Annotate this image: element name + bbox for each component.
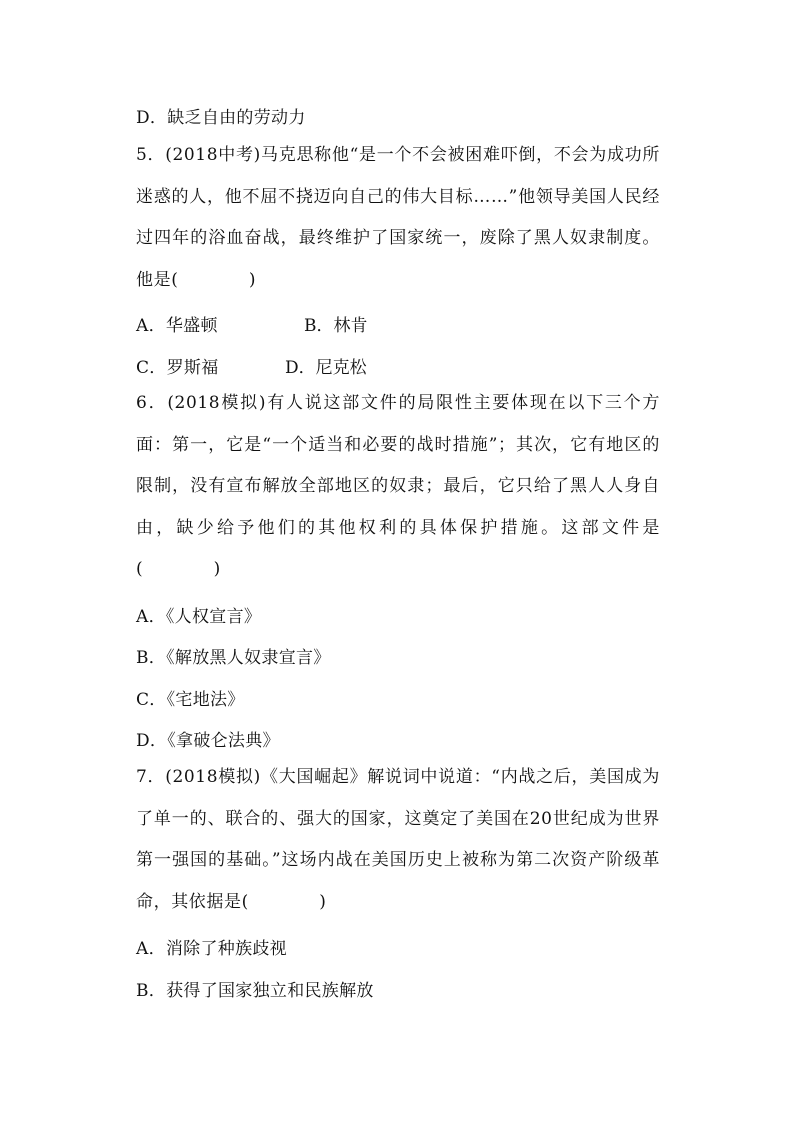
q5-option-c: C．罗斯福 (136, 358, 219, 378)
q7-option-a: A．消除了种族歧视 (136, 939, 287, 959)
q5-option-d: D．尼克松 (285, 358, 367, 378)
q6-option-b: B．《解放黑人奴隶宣言》 (136, 648, 331, 668)
q6-stem: 6．(2018模拟)有人说这部文件的局限性主要体现在以下三个方面：第一，它是“一个适当和必要的战时措施”；其次，它有地区的限制，没有宣布解放全部地区的奴隶；最后，它只给了黑人人身自由，缺少给予他们的其他权利的具体保护措施。这部文件是( ) (136, 393, 660, 579)
q4-option-d: D．缺乏自由的劳动力 (136, 108, 306, 128)
q5-stem: 5．(2018中考)马克思称他“是一个不会被困难吓倒，不会为成功所迷惑的人，他不屈不挠迈向自己的伟大目标……”他领导美国人民经过四年的浴血奋战，最终维护了国家统一，废除了黑人奴隶制度。他是( ) (136, 145, 660, 290)
q7-option-b: B．获得了国家独立和民族解放 (136, 981, 374, 1001)
q6-option-d: D．《拿破仑法典》 (136, 731, 280, 751)
q5-option-b: B．林肯 (304, 316, 368, 336)
q5-option-a: A．华盛顿 (136, 316, 218, 336)
q6-option-a: A．《人权宣言》 (136, 607, 262, 627)
q7-stem: 7．(2018模拟)《大国崛起》解说词中说道：“内战之后，美国成为了单一的、联合的、强大的国家，这奠定了美国在20世纪成为世界第一强国的基础。”这场内战在美国历史上被称为第二次资产阶级革命，其依据是( ) (136, 767, 660, 912)
q6-option-c: C．《宅地法》 (136, 690, 245, 710)
